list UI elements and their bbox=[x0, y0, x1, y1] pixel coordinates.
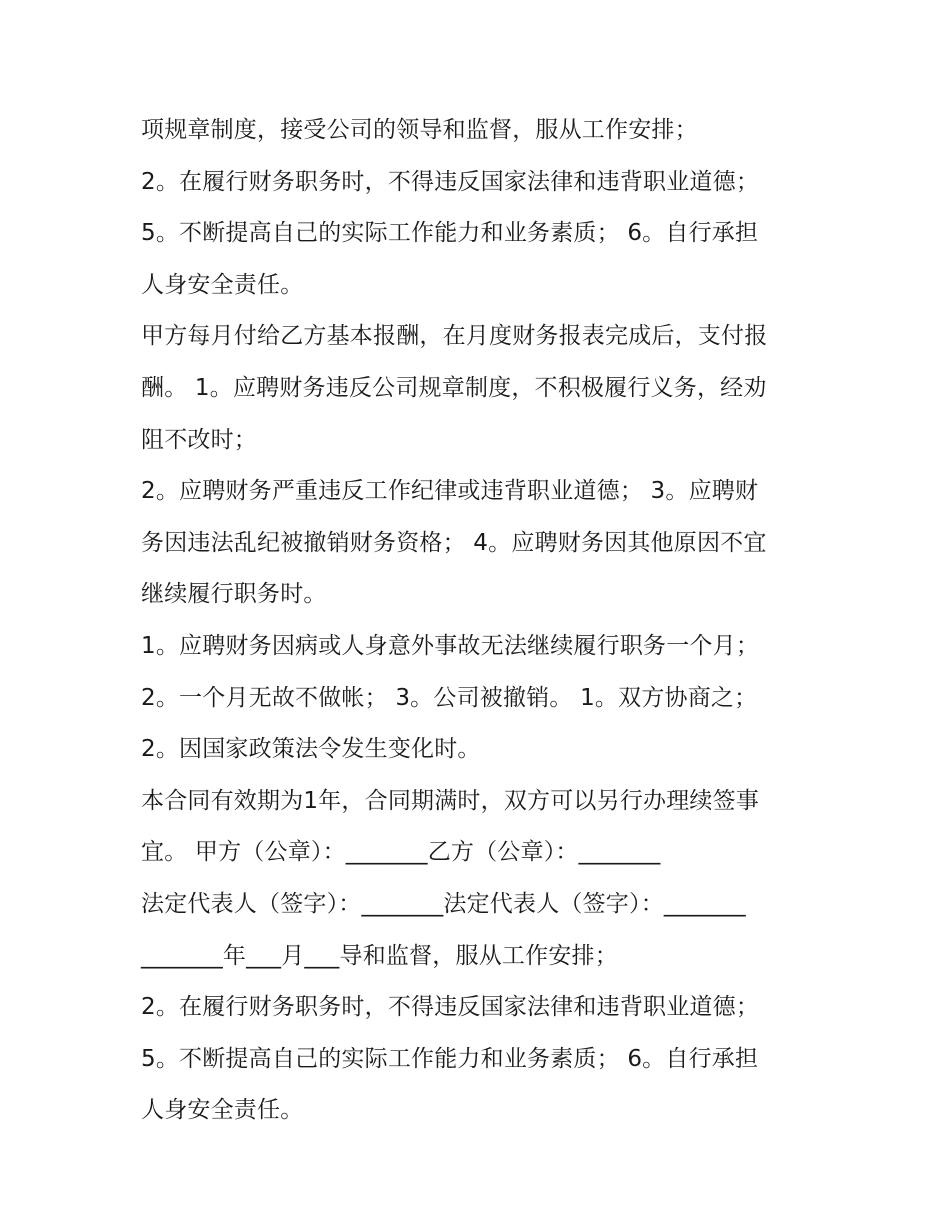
text-line: 1。应聘财务因病或人身意外事故无法继续履行职务一个月； bbox=[141, 632, 760, 659]
document-body bbox=[141, 108, 821, 1140]
text-line: 2。应聘财务严重违反工作纪律或违背职业道德； 3。应聘财 bbox=[141, 478, 759, 505]
text-line: 2。一个月无故不做帐； 3。公司被撤销。 1。双方协商之； bbox=[141, 684, 758, 711]
date-line: _______年___月___导和监督，服从工作安排； bbox=[141, 942, 618, 969]
text-line: 2。因国家政策法令发生变化时。 bbox=[141, 736, 481, 763]
text-line: 本合同有效期为1年，合同期满时，双方可以另行办理续签事 bbox=[141, 787, 760, 814]
signature-line: 宜。 甲方（公章）：_______乙方（公章）：_______ bbox=[141, 839, 661, 866]
text-line: 5。不断提高自己的实际工作能力和业务素质； 6。自行承担 bbox=[141, 220, 759, 247]
text-line: 人身安全责任。 bbox=[141, 1097, 304, 1124]
text-line: 甲方每月付给乙方基本报酬，在月度财务报表完成后，支付报 bbox=[141, 323, 768, 350]
text-line: 务因违法乱纪被撤销财务资格； 4。应聘财务因其他原因不宜 bbox=[141, 529, 767, 556]
text-line: 继续履行职务时。 bbox=[141, 581, 327, 608]
text-line: 2。在履行财务职务时，不得违反国家法律和违背职业道德； bbox=[141, 994, 760, 1021]
text-line: 阻不改时； bbox=[141, 426, 257, 453]
text-line: 项规章制度，接受公司的领导和监督，服从工作安排； bbox=[141, 117, 698, 143]
text-line: 2。在履行财务职务时，不得违反国家法律和违背职业道德； bbox=[141, 168, 760, 195]
signature-line: 法定代表人（签字）：_______法定代表人（签字）：_______ bbox=[141, 890, 746, 917]
text-line: 人身安全责任。 bbox=[141, 271, 304, 298]
text-line: 酬。 1。应聘财务违反公司规章制度，不积极履行义务，经劝 bbox=[141, 374, 767, 401]
text-line: 5。不断提高自己的实际工作能力和业务素质； 6。自行承担 bbox=[141, 1045, 759, 1072]
